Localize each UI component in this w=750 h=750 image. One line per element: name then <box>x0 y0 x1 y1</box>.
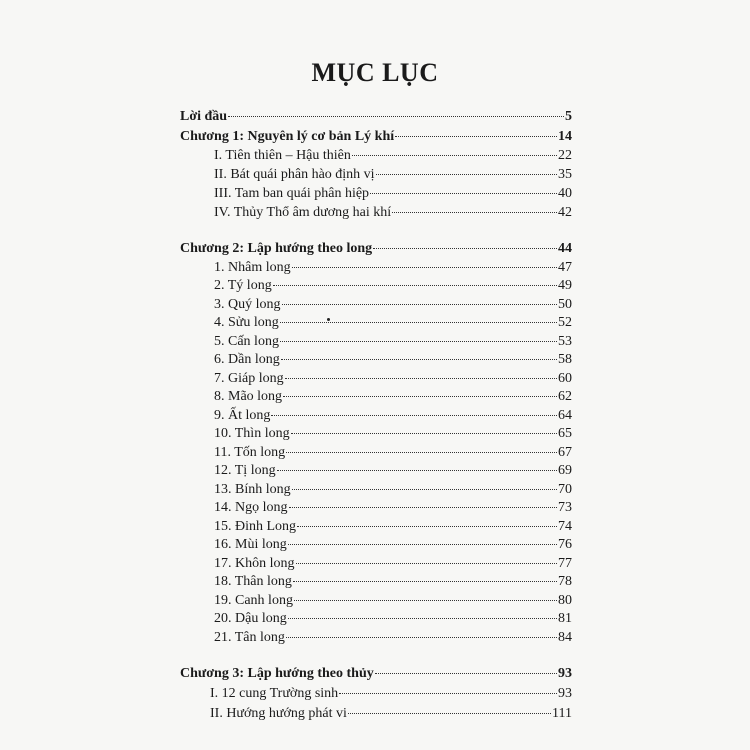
toc-entry[interactable] <box>214 388 572 406</box>
toc-entry-label: I. Tiên thiên – Hậu thiên <box>214 148 351 163</box>
toc-entry-page: 64 <box>558 408 572 423</box>
toc-entry-label: 8. Mão long <box>214 389 283 404</box>
toc-entry[interactable] <box>214 462 572 480</box>
toc-entry-label: 4. Sửu long <box>214 315 279 330</box>
toc-entry-page: 65 <box>558 426 572 441</box>
toc-entry[interactable] <box>214 536 572 554</box>
toc-entry-page: 67 <box>558 445 572 460</box>
leader-dots <box>271 415 557 416</box>
toc-entry-page: 84 <box>558 630 572 645</box>
leader-dots <box>280 341 557 342</box>
leader-dots <box>376 174 557 175</box>
toc-entry-label: 7. Giáp long <box>214 371 284 386</box>
toc-entry-page: 73 <box>558 500 572 515</box>
toc-entry[interactable] <box>214 296 572 314</box>
toc-entry-label: 3. Quý long <box>214 297 281 312</box>
toc-entry-page: 52 <box>558 315 572 330</box>
toc-entry-page: 93 <box>558 686 572 701</box>
toc-entry-page: 22 <box>558 148 572 163</box>
toc-entry-preface[interactable] <box>180 108 572 126</box>
toc-entry-page: 50 <box>558 297 572 312</box>
toc-entry-page: 70 <box>558 482 572 497</box>
toc-entry-label: 1. Nhâm long <box>214 260 291 275</box>
toc-entry-label: 20. Dậu long <box>214 611 287 626</box>
toc-entry[interactable] <box>214 147 572 165</box>
toc-entry-chapter-3[interactable] <box>180 665 572 683</box>
toc-entry-label: 13. Bính long <box>214 482 291 497</box>
toc-entry[interactable] <box>214 592 572 610</box>
toc-entry[interactable] <box>214 629 572 647</box>
toc-entry-label: 11. Tốn long <box>214 445 286 460</box>
leader-dots <box>282 304 558 305</box>
toc-entry-label: 15. Đinh Long <box>214 519 297 534</box>
toc-entry-label: 12. Tị long <box>214 463 276 478</box>
toc-entry-page: 44 <box>558 241 572 256</box>
toc-entry-label: 18. Thân long <box>214 574 292 589</box>
leader-dots <box>228 116 564 117</box>
toc-entry-label: II. Hướng hướng phát vi <box>210 706 347 721</box>
toc-entry-page: 42 <box>558 205 572 220</box>
toc-entry-label: 16. Mùi long <box>214 537 287 552</box>
toc-entry[interactable] <box>214 185 572 203</box>
leader-dots <box>288 618 557 619</box>
toc-entry-page: 78 <box>558 574 572 589</box>
toc-entry-label: 9. Ất long <box>214 408 271 423</box>
toc-entry-label: 21. Tân long <box>214 630 285 645</box>
toc-entry-page: 53 <box>558 334 572 349</box>
leader-dots <box>286 637 557 638</box>
toc-entry[interactable] <box>214 204 572 222</box>
toc-entry-page: 69 <box>558 463 572 478</box>
toc-entry-label: Chương 2: Lập hướng theo long <box>180 241 373 256</box>
toc-entry-page: 74 <box>558 519 572 534</box>
leader-dots <box>348 713 551 714</box>
toc-entry-label: Lời đầu <box>180 109 228 124</box>
toc-entry[interactable] <box>214 259 572 277</box>
toc-entry-page: 49 <box>558 278 572 293</box>
leader-dots <box>352 155 557 156</box>
leader-dots <box>293 581 557 582</box>
toc-entry[interactable] <box>214 610 572 628</box>
toc-entry-label: 14. Ngọ long <box>214 500 288 515</box>
leader-dots <box>286 452 557 453</box>
toc-entry-label: IV. Thủy Thổ âm dương hai khí <box>214 205 392 220</box>
leader-dots <box>395 136 557 137</box>
leader-dots <box>289 507 558 508</box>
leader-dots <box>273 285 557 286</box>
leader-dots <box>375 673 557 674</box>
leader-dots <box>277 470 557 471</box>
toc-entry-label: 6. Dần long <box>214 352 280 367</box>
toc-entry[interactable] <box>214 499 572 517</box>
leader-dots <box>280 322 557 323</box>
toc-entry-page: 58 <box>558 352 572 367</box>
toc-entry-page: 81 <box>558 611 572 626</box>
toc-entry-label: I. 12 cung Trường sinh <box>210 686 339 701</box>
leader-dots <box>292 489 557 490</box>
leader-dots <box>297 526 557 527</box>
toc-entry[interactable] <box>214 481 572 499</box>
toc-entry[interactable] <box>210 705 572 723</box>
leader-dots <box>370 193 557 194</box>
toc-entry[interactable] <box>214 518 572 536</box>
toc-entry[interactable] <box>214 314 572 332</box>
toc-entry-label: 17. Khôn long <box>214 556 295 571</box>
toc-entry-page: 5 <box>565 109 572 124</box>
leader-dots <box>296 563 558 564</box>
toc-entry-page: 35 <box>558 167 572 182</box>
toc-entry[interactable] <box>214 425 572 443</box>
toc-entry-label: 19. Canh long <box>214 593 293 608</box>
toc-entry-page: 62 <box>558 389 572 404</box>
leader-dots <box>339 693 557 694</box>
toc-entry[interactable] <box>214 407 572 425</box>
toc-entry[interactable] <box>214 444 572 462</box>
toc-entry-page: 14 <box>558 129 572 144</box>
toc-entry-chapter-1[interactable] <box>180 128 572 146</box>
leader-dots <box>285 378 557 379</box>
toc-entry-label: II. Bát quái phân hào định vị <box>214 167 375 182</box>
toc-entry-page: 76 <box>558 537 572 552</box>
leader-dots <box>291 433 557 434</box>
toc-entry[interactable] <box>214 555 572 573</box>
toc-entry[interactable] <box>214 333 572 351</box>
toc-entry[interactable] <box>214 351 572 369</box>
toc-entry-page: 40 <box>558 186 572 201</box>
toc-entry-label: Chương 1: Nguyên lý cơ bản Lý khí <box>180 129 395 144</box>
toc-entry-chapter-2[interactable] <box>180 240 572 258</box>
toc-entry-page: 47 <box>558 260 572 275</box>
leader-dots <box>292 267 557 268</box>
toc-entry[interactable] <box>214 370 572 388</box>
page-title: MỤC LỤC <box>311 58 439 87</box>
toc-entry-page: 77 <box>558 556 572 571</box>
toc-entry-label: 5. Cấn long <box>214 334 279 349</box>
toc-entry-label: 10. Thìn long <box>214 426 290 441</box>
leader-dots <box>283 396 557 397</box>
toc-entry[interactable] <box>210 685 572 703</box>
leader-dots <box>288 544 557 545</box>
toc-entry-page: 111 <box>552 706 572 721</box>
toc-entry-label: III. Tam ban quái phân hiệp <box>214 186 370 201</box>
toc-entry-page: 80 <box>558 593 572 608</box>
leader-dots <box>392 212 557 213</box>
toc-entry-page: 60 <box>558 371 572 386</box>
toc-entry[interactable] <box>214 277 572 295</box>
leader-dots <box>294 600 557 601</box>
toc-entry-label: 2. Tý long <box>214 278 272 293</box>
leader-dots <box>281 359 557 360</box>
toc-entry-label: Chương 3: Lập hướng theo thủy <box>180 666 374 681</box>
toc-entry[interactable] <box>214 166 572 184</box>
leader-dots <box>373 248 557 249</box>
toc-entry-page: 93 <box>558 666 572 681</box>
toc-entry[interactable] <box>214 573 572 591</box>
ink-speck <box>327 318 330 321</box>
